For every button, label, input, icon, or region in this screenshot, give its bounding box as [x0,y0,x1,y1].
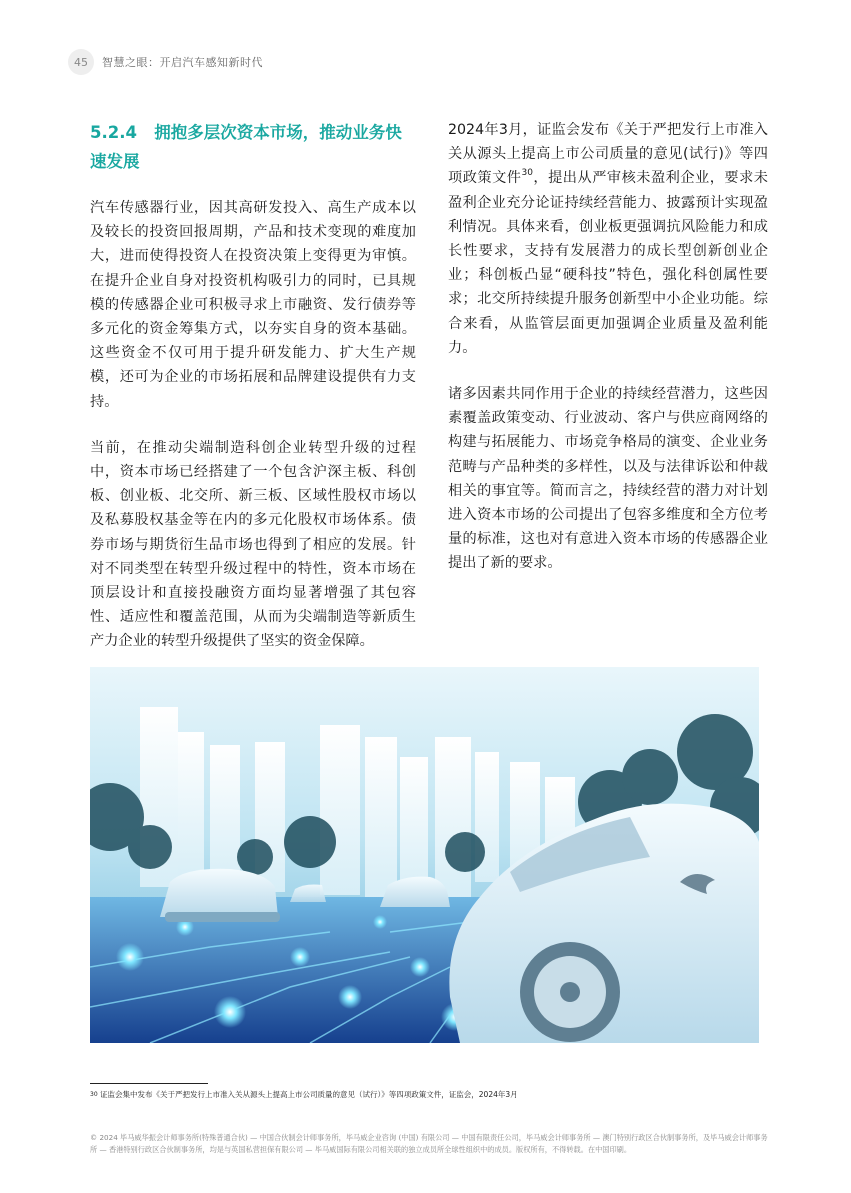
footnote-number: 30 [90,1091,98,1098]
right-column [448,118,768,598]
footnote-ref[interactable]: 30 [521,168,533,179]
copyright-notice: © 2024 毕马威华振会计师事务所(特殊普通合伙) — 中国合伙制会计师事务所，毕马威企业咨询 (中国) 有限公司 — 中国有限责任公司，毕马威会计师事务所 — 澳门特别行政区合伙制事务所，及毕马威会计师事务所 — 香港特别行政区合伙制事务所，均是与英国私营担保有限公司 — 毕马威国际有限公司相关联的独立成员所全球性组织中的成员。版权所有，不得转载。在中国印刷。 [90,1133,768,1154]
paragraph: 诸多因素共同作用于企业的持续经营潜力，这些因素覆盖政策变动、行业波动、客户与供应商网络的构建与拓展能力、市场竞争格局的演变、企业业务范畴与产品种类的多样性，以及与法律诉讼和仲裁相关的事宜等。简而言之，持续经营的潜力对计划进入资本市场的公司提出了包容多维度和全方位考量的标准，这也对有意进入资本市场的传感器企业提出了新的要求。 [448,386,768,572]
running-title: 智慧之眼：开启汽车感知新时代 [102,56,263,69]
car-far-left [160,869,280,922]
car-far-small [290,885,326,903]
paragraph: 当前，在推动尖端制造科创企业转型升级的过程中，资本市场已经搭建了一个包含沪深主板、科创板、创业板、北交所、新三板、区域性股权市场以及私募股权基金等在内的多元化股权市场体系。债券市场与期货衍生品市场也得到了相应的发展。针对不同类型在转型升级过程中的特性，资本市场在顶层设计和直接投融资方面均显著增强了其包容性、适应性和覆盖范围，从而为尖端制造等新质生产力企业的转型升级提供了坚实的资金保障。 [90,439,416,650]
paragraph-text: 2024年3月，证监会发布《关于严把发行上市准入关从源头上提高上市公司质量的意见(试行)》等四项政策文件 [448,122,768,187]
hero-image [90,667,759,1043]
footnote-text: 证监会集中发布《关于严把发行上市准入关从源头上提高上市公司质量的意见（试行）》等四项政策文件，证监会，2024年3月 [97,1090,518,1099]
page-header [68,50,263,74]
paragraph-text: ，提出从严审核未盈利企业，要求未盈利企业充分论证持续经营能力、披露预计实现盈利情况。具体来看，创业板更强调抗风险能力和成长性要求，支持有发展潜力的成长型创新创业企业；科创板凸显“硬科技”特色，强化科创属性要求；北交所持续提升服务创新型中小企业功能。综合来看，从监管层面更加强调企业质量及盈利能力。 [448,170,768,356]
section-heading-line1: 5.2.4 拥抱多层次资本市场，推动业务快 [90,123,402,142]
section-heading-line2: 速发展 [90,152,140,171]
section-heading [90,118,416,176]
paragraph: 汽车传感器行业，因其高研发投入、高生产成本以及较长的投资回报周期，产品和技术变现的难度加大，进而使得投资人在投资决策上变得更为审慎。在提升企业自身对投资机构吸引力的同时，已具规模的传感器企业可积极寻求上市融资、发行债券等多元化的资金筹集方式，以夯实自身的资本基础。这些资金不仅可用于提升研发能力、扩大生产规模，还可为企业的市场拓展和品牌建设提供有力支持。 [90,200,416,410]
left-column [90,118,416,676]
footnote [90,1089,770,1101]
footnote-rule [90,1083,208,1084]
page-number: 45 [68,49,94,75]
paragraph [448,118,768,360]
city-car-illustration [90,667,759,1043]
